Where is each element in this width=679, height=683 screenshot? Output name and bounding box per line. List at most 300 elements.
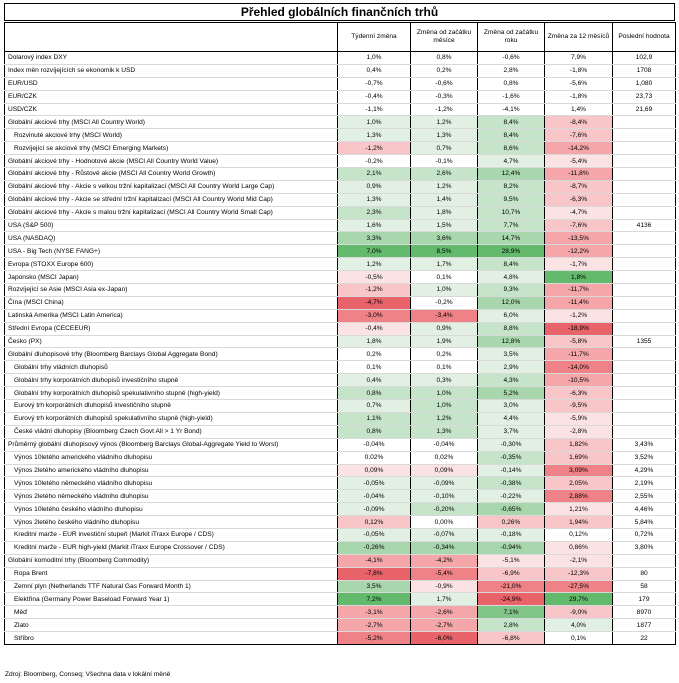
12m-change-cell: 0,12% [545, 528, 613, 541]
instrument-name: Střední Evropa (CECEEUR) [5, 322, 338, 335]
mtd-change-cell: 0,1% [411, 271, 478, 284]
last-value-cell: 22 [613, 632, 676, 645]
table-row [5, 632, 676, 645]
header-mtd-change: Změna od začátku měsíce [411, 23, 478, 52]
mtd-change-cell: -0,34% [411, 541, 478, 554]
weekly-change-cell: 1,2% [338, 258, 411, 271]
mtd-change-cell: -2,6% [411, 606, 478, 619]
last-value-cell: 1,080 [613, 77, 676, 90]
table-row [5, 374, 676, 387]
ytd-change-cell: 4,4% [478, 412, 545, 425]
instrument-name: Rozvíjející se Asie (MSCI Asia ex-Japan) [5, 284, 338, 297]
last-value-cell: 8970 [613, 606, 676, 619]
ytd-change-cell: -0,30% [478, 438, 545, 451]
12m-change-cell: -14,2% [545, 142, 613, 155]
12m-change-cell: -18,9% [545, 322, 613, 335]
ytd-change-cell: -5,1% [478, 554, 545, 567]
12m-change-cell: -1,8% [545, 90, 613, 103]
instrument-name: Japonsko (MSCI Japan) [5, 271, 338, 284]
instrument-name: Globální trhy vládních dluhopisů [5, 361, 338, 374]
weekly-change-cell: -0,4% [338, 90, 411, 103]
instrument-name: Kreditní marže - EUR high-yield (Markit iTraxx Europe Crossover / CDS) [5, 541, 338, 554]
weekly-change-cell: 0,8% [338, 387, 411, 400]
ytd-change-cell: 4,8% [478, 271, 545, 284]
source-footnote: Zdroj: Bloomberg, Conseq; Všechna data v lokální měně [5, 671, 171, 678]
weekly-change-cell: -1,2% [338, 142, 411, 155]
instrument-name: Globální akciové trhy - Růstové akcie (MSCI All Country World Growth) [5, 168, 338, 181]
weekly-change-cell: 0,7% [338, 400, 411, 413]
ytd-change-cell: 3,5% [478, 348, 545, 361]
last-value-cell [613, 271, 676, 284]
ytd-change-cell: 8,8% [478, 322, 545, 335]
table-row [5, 193, 676, 206]
instrument-name: Globální akciové trhy - Hodnotové akcie (MSCI All Country World Value) [5, 155, 338, 168]
ytd-change-cell: 8,6% [478, 142, 545, 155]
table-row [5, 412, 676, 425]
last-value-cell: 2,55% [613, 490, 676, 503]
mtd-change-cell: 3,6% [411, 232, 478, 245]
12m-change-cell: -8,7% [545, 180, 613, 193]
weekly-change-cell: -1,1% [338, 103, 411, 116]
table-row [5, 361, 676, 374]
mtd-change-cell: -6,0% [411, 632, 478, 645]
instrument-name: EUR/USD [5, 77, 338, 90]
mtd-change-cell: 1,3% [411, 425, 478, 438]
ytd-change-cell: 0,26% [478, 516, 545, 529]
table-row [5, 335, 676, 348]
weekly-change-cell: -0,4% [338, 322, 411, 335]
table-row [5, 309, 676, 322]
table-row [5, 400, 676, 413]
mtd-change-cell: -4,2% [411, 554, 478, 567]
table-row [5, 606, 676, 619]
instrument-name: Průměrný globální dluhopisový výnos (Bloomberg Barclays Global-Aggregate Yield to Worst) [5, 438, 338, 451]
12m-change-cell: 1,69% [545, 451, 613, 464]
12m-change-cell: 29,7% [545, 593, 613, 606]
page-title: Přehled globálních finančních trhů [4, 3, 675, 21]
ytd-change-cell: 8,4% [478, 129, 545, 142]
markets-table [4, 22, 676, 645]
instrument-name: Globální akciové trhy - Akcie s malou tržní kapitalizací (MSCI All Country World Small Cap) [5, 206, 338, 219]
weekly-change-cell: 0,09% [338, 464, 411, 477]
12m-change-cell: -11,7% [545, 284, 613, 297]
weekly-change-cell: -0,2% [338, 155, 411, 168]
ytd-change-cell: 2,8% [478, 619, 545, 632]
ytd-change-cell: 10,7% [478, 206, 545, 219]
mtd-change-cell: 0,2% [411, 348, 478, 361]
table-row [5, 206, 676, 219]
table-header-row [5, 23, 676, 52]
instrument-name: Ropa Brent [5, 567, 338, 580]
instrument-name: Index měn rozvíjejících se ekonomik k USD [5, 64, 338, 77]
12m-change-cell: 2,05% [545, 477, 613, 490]
table-row [5, 438, 676, 451]
12m-change-cell: -12,3% [545, 567, 613, 580]
ytd-change-cell: -0,38% [478, 477, 545, 490]
table-row [5, 567, 676, 580]
12m-change-cell: -5,4% [545, 155, 613, 168]
weekly-change-cell: -4,7% [338, 296, 411, 309]
table-row [5, 516, 676, 529]
weekly-change-cell: 0,4% [338, 374, 411, 387]
12m-change-cell: -9,0% [545, 606, 613, 619]
table-row [5, 503, 676, 516]
instrument-name: USD/CZK [5, 103, 338, 116]
last-value-cell [613, 361, 676, 374]
ytd-change-cell: 12,8% [478, 335, 545, 348]
weekly-change-cell: 1,1% [338, 412, 411, 425]
last-value-cell: 21,69 [613, 103, 676, 116]
weekly-change-cell: -3,1% [338, 606, 411, 619]
last-value-cell [613, 129, 676, 142]
ytd-change-cell: 9,3% [478, 284, 545, 297]
weekly-change-cell: 0,02% [338, 451, 411, 464]
weekly-change-cell: 0,1% [338, 361, 411, 374]
mtd-change-cell: 8,5% [411, 245, 478, 258]
last-value-cell [613, 142, 676, 155]
mtd-change-cell: 1,5% [411, 219, 478, 232]
last-value-cell [613, 374, 676, 387]
mtd-change-cell: 1,2% [411, 412, 478, 425]
mtd-change-cell: -0,6% [411, 77, 478, 90]
ytd-change-cell: -0,18% [478, 528, 545, 541]
ytd-change-cell: -1,6% [478, 90, 545, 103]
table-row [5, 271, 676, 284]
last-value-cell: 5,84% [613, 516, 676, 529]
mtd-change-cell: -2,7% [411, 619, 478, 632]
12m-change-cell: 1,21% [545, 503, 613, 516]
12m-change-cell: -7,6% [545, 129, 613, 142]
instrument-name: Výnos 2letého německého vládního dluhopisu [5, 490, 338, 503]
12m-change-cell: -13,5% [545, 232, 613, 245]
weekly-change-cell: -0,26% [338, 541, 411, 554]
last-value-cell [613, 116, 676, 129]
ytd-change-cell: -4,1% [478, 103, 545, 116]
last-value-cell [613, 168, 676, 181]
weekly-change-cell: 0,8% [338, 425, 411, 438]
instrument-name: USA (S&P 500) [5, 219, 338, 232]
12m-change-cell: -11,8% [545, 168, 613, 181]
last-value-cell [613, 309, 676, 322]
weekly-change-cell: 7,2% [338, 593, 411, 606]
12m-change-cell: 0,86% [545, 541, 613, 554]
table-row [5, 116, 676, 129]
instrument-name: Globální trhy korporátních dluhopisů investičního stupně [5, 374, 338, 387]
last-value-cell: 3,43% [613, 438, 676, 451]
weekly-change-cell: -0,05% [338, 477, 411, 490]
12m-change-cell: -5,6% [545, 77, 613, 90]
mtd-change-cell: -0,10% [411, 490, 478, 503]
ytd-change-cell: 2,9% [478, 361, 545, 374]
instrument-name: USA - Big Tech (NYSE FANG+) [5, 245, 338, 258]
12m-change-cell: 1,82% [545, 438, 613, 451]
instrument-name: Evropa (STOXX Europe 600) [5, 258, 338, 271]
last-value-cell: 4,29% [613, 464, 676, 477]
weekly-change-cell: 1,0% [338, 52, 411, 65]
instrument-name: Kreditní marže - EUR investiční stupeň (Markit iTraxx Europe / CDS) [5, 528, 338, 541]
ytd-change-cell: 6,0% [478, 309, 545, 322]
mtd-change-cell: -0,09% [411, 477, 478, 490]
ytd-change-cell: 12,4% [478, 168, 545, 181]
mtd-change-cell: 1,9% [411, 335, 478, 348]
mtd-change-cell: 0,09% [411, 464, 478, 477]
12m-change-cell: -1,7% [545, 258, 613, 271]
weekly-change-cell: 0,12% [338, 516, 411, 529]
mtd-change-cell: -5,4% [411, 567, 478, 580]
mtd-change-cell: 0,02% [411, 451, 478, 464]
table-row [5, 477, 676, 490]
12m-change-cell: -6,3% [545, 193, 613, 206]
ytd-change-cell: 12,0% [478, 296, 545, 309]
ytd-change-cell: -24,9% [478, 593, 545, 606]
weekly-change-cell: 2,3% [338, 206, 411, 219]
weekly-change-cell: -0,05% [338, 528, 411, 541]
mtd-change-cell: 0,1% [411, 361, 478, 374]
mtd-change-cell: -0,9% [411, 580, 478, 593]
mtd-change-cell: 1,7% [411, 258, 478, 271]
12m-change-cell: -10,5% [545, 374, 613, 387]
12m-change-cell: 0,1% [545, 632, 613, 645]
12m-change-cell: -12,2% [545, 245, 613, 258]
12m-change-cell: -1,8% [545, 64, 613, 77]
weekly-change-cell: -0,7% [338, 77, 411, 90]
table-row [5, 64, 676, 77]
12m-change-cell: -11,4% [545, 296, 613, 309]
table-row [5, 129, 676, 142]
mtd-change-cell: 1,0% [411, 400, 478, 413]
mtd-change-cell: -1,2% [411, 103, 478, 116]
table-row [5, 296, 676, 309]
ytd-change-cell: -0,65% [478, 503, 545, 516]
12m-change-cell: 4,0% [545, 619, 613, 632]
mtd-change-cell: -0,04% [411, 438, 478, 451]
ytd-change-cell: -0,6% [478, 52, 545, 65]
ytd-change-cell: -0,94% [478, 541, 545, 554]
table-row [5, 490, 676, 503]
weekly-change-cell: 3,5% [338, 580, 411, 593]
instrument-name: Eurový trh korporátních dluhopisů spekulativního stupně (high-yield) [5, 412, 338, 425]
last-value-cell: 1708 [613, 64, 676, 77]
table-row [5, 284, 676, 297]
12m-change-cell: -11,7% [545, 348, 613, 361]
instrument-name: Globální akciové trhy - Akcie se střední tržní kapitalizací (MSCI All Country World Mid Cap) [5, 193, 338, 206]
last-value-cell [613, 400, 676, 413]
12m-change-cell: -14,0% [545, 361, 613, 374]
last-value-cell [613, 322, 676, 335]
table-row [5, 451, 676, 464]
last-value-cell [613, 412, 676, 425]
instrument-name: České vládní dluhopisy (Bloomberg Czech Govt All > 1 Yr Bond) [5, 425, 338, 438]
weekly-change-cell: 0,9% [338, 180, 411, 193]
mtd-change-cell: 0,7% [411, 142, 478, 155]
instrument-name: Globální akciové trhy - Akcie s velkou tržní kapitalizací (MSCI All Country World Large Cap) [5, 180, 338, 193]
instrument-name: Eurový trh korporátních dluhopisů investičního stupně [5, 400, 338, 413]
ytd-change-cell: -0,14% [478, 464, 545, 477]
ytd-change-cell: -21,0% [478, 580, 545, 593]
instrument-name: Stříbro [5, 632, 338, 645]
weekly-change-cell: 7,0% [338, 245, 411, 258]
table-row [5, 258, 676, 271]
mtd-change-cell: 1,8% [411, 206, 478, 219]
ytd-change-cell: 9,5% [478, 193, 545, 206]
ytd-change-cell: 28,9% [478, 245, 545, 258]
instrument-name: Výnos 2letého amerického vládního dluhopisu [5, 464, 338, 477]
instrument-name: Čína (MSCI China) [5, 296, 338, 309]
instrument-name: Zlato [5, 619, 338, 632]
table-row [5, 425, 676, 438]
last-value-cell [613, 554, 676, 567]
last-value-cell [613, 232, 676, 245]
ytd-change-cell: 8,4% [478, 116, 545, 129]
last-value-cell: 102,9 [613, 52, 676, 65]
mtd-change-cell: 0,8% [411, 52, 478, 65]
instrument-name: Rozvinuté akciové trhy (MSCI World) [5, 129, 338, 142]
ytd-change-cell: 7,1% [478, 606, 545, 619]
12m-change-cell: -4,7% [545, 206, 613, 219]
instrument-name: Měď [5, 606, 338, 619]
mtd-change-cell: 0,9% [411, 322, 478, 335]
ytd-change-cell: -6,8% [478, 632, 545, 645]
last-value-cell [613, 193, 676, 206]
weekly-change-cell: -0,04% [338, 438, 411, 451]
instrument-name: Rozvíjející se akciové trhy (MSCI Emerging Markets) [5, 142, 338, 155]
mtd-change-cell: -3,4% [411, 309, 478, 322]
12m-change-cell: -2,8% [545, 425, 613, 438]
table-row [5, 90, 676, 103]
table-row [5, 52, 676, 65]
weekly-change-cell: 1,3% [338, 129, 411, 142]
table-row [5, 464, 676, 477]
table-row [5, 232, 676, 245]
weekly-change-cell: -5,2% [338, 632, 411, 645]
last-value-cell [613, 296, 676, 309]
instrument-name: Globální komoditní trhy (Bloomberg Commodity) [5, 554, 338, 567]
last-value-cell [613, 180, 676, 193]
mtd-change-cell: -0,20% [411, 503, 478, 516]
ytd-change-cell: 8,2% [478, 180, 545, 193]
mtd-change-cell: -0,2% [411, 296, 478, 309]
last-value-cell [613, 258, 676, 271]
last-value-cell [613, 245, 676, 258]
mtd-change-cell: 1,2% [411, 180, 478, 193]
12m-change-cell: -1,2% [545, 309, 613, 322]
weekly-change-cell: -2,7% [338, 619, 411, 632]
table-row [5, 219, 676, 232]
ytd-change-cell: 4,3% [478, 374, 545, 387]
last-value-cell [613, 387, 676, 400]
last-value-cell: 80 [613, 567, 676, 580]
weekly-change-cell: 1,8% [338, 335, 411, 348]
last-value-cell: 1355 [613, 335, 676, 348]
last-value-cell: 1877 [613, 619, 676, 632]
instrument-name: Latinská Amerika (MSCI Latin America) [5, 309, 338, 322]
ytd-change-cell: -0,35% [478, 451, 545, 464]
table-row [5, 528, 676, 541]
ytd-change-cell: 5,2% [478, 387, 545, 400]
instrument-name: Globální dluhopisové trhy (Bloomberg Barclays Global Aggregate Bond) [5, 348, 338, 361]
last-value-cell [613, 348, 676, 361]
header-weekly-change: Týdenní změna [338, 23, 411, 52]
instrument-name: Globální trhy korporátních dluhopisů spekulativního stupně (high-yield) [5, 387, 338, 400]
mtd-change-cell: 1,0% [411, 284, 478, 297]
last-value-cell [613, 206, 676, 219]
ytd-change-cell: 3,0% [478, 400, 545, 413]
instrument-name: EUR/CZK [5, 90, 338, 103]
header-ytd-change: Změna od začátku roku [478, 23, 545, 52]
instrument-name: USA (NASDAQ) [5, 232, 338, 245]
instrument-name: Globální akciové trhy (MSCI All Country World) [5, 116, 338, 129]
table-body [5, 52, 676, 645]
last-value-cell: 179 [613, 593, 676, 606]
last-value-cell: 23,73 [613, 90, 676, 103]
table-row [5, 593, 676, 606]
weekly-change-cell: 0,2% [338, 348, 411, 361]
weekly-change-cell: -1,2% [338, 284, 411, 297]
table-row [5, 554, 676, 567]
mtd-change-cell: -0,07% [411, 528, 478, 541]
instrument-name: Výnos 10letého německého vládního dluhopisu [5, 477, 338, 490]
ytd-change-cell: 2,8% [478, 64, 545, 77]
ytd-change-cell: -6,9% [478, 567, 545, 580]
12m-change-cell: -7,6% [545, 219, 613, 232]
table-row [5, 180, 676, 193]
12m-change-cell: -6,3% [545, 387, 613, 400]
weekly-change-cell: 1,0% [338, 116, 411, 129]
12m-change-cell: -27,5% [545, 580, 613, 593]
mtd-change-cell: 1,2% [411, 116, 478, 129]
table-row [5, 142, 676, 155]
mtd-change-cell: -0,3% [411, 90, 478, 103]
last-value-cell: 2,19% [613, 477, 676, 490]
mtd-change-cell: 0,00% [411, 516, 478, 529]
12m-change-cell: 7,9% [545, 52, 613, 65]
weekly-change-cell: -0,04% [338, 490, 411, 503]
mtd-change-cell: 1,0% [411, 387, 478, 400]
mtd-change-cell: 2,6% [411, 168, 478, 181]
12m-change-cell: -5,8% [545, 335, 613, 348]
ytd-change-cell: 3,7% [478, 425, 545, 438]
weekly-change-cell: 3,3% [338, 232, 411, 245]
last-value-cell: 58 [613, 580, 676, 593]
table-row [5, 348, 676, 361]
12m-change-cell: 1,94% [545, 516, 613, 529]
weekly-change-cell: 1,3% [338, 193, 411, 206]
table-row [5, 77, 676, 90]
last-value-cell: 4136 [613, 219, 676, 232]
instrument-name: Výnos 10letého amerického vládního dluhopisu [5, 451, 338, 464]
12m-change-cell: -9,5% [545, 400, 613, 413]
ytd-change-cell: 14,7% [478, 232, 545, 245]
instrument-name: Česko (PX) [5, 335, 338, 348]
table-row [5, 580, 676, 593]
table-row [5, 619, 676, 632]
ytd-change-cell: 8,4% [478, 258, 545, 271]
table-row [5, 245, 676, 258]
mtd-change-cell: 1,3% [411, 129, 478, 142]
instrument-name: Výnos 10letého českého vládního dluhopisu [5, 503, 338, 516]
header-12m-change: Změna za 12 měsíců [545, 23, 613, 52]
mtd-change-cell: 0,3% [411, 374, 478, 387]
weekly-change-cell: -3,0% [338, 309, 411, 322]
12m-change-cell: -2,1% [545, 554, 613, 567]
weekly-change-cell: -4,1% [338, 554, 411, 567]
instrument-name: Zemní plyn (Netherlands TTF Natural Gas Forward Month 1) [5, 580, 338, 593]
mtd-change-cell: 1,7% [411, 593, 478, 606]
12m-change-cell: 1,4% [545, 103, 613, 116]
table-row [5, 387, 676, 400]
weekly-change-cell: -0,09% [338, 503, 411, 516]
weekly-change-cell: 1,6% [338, 219, 411, 232]
